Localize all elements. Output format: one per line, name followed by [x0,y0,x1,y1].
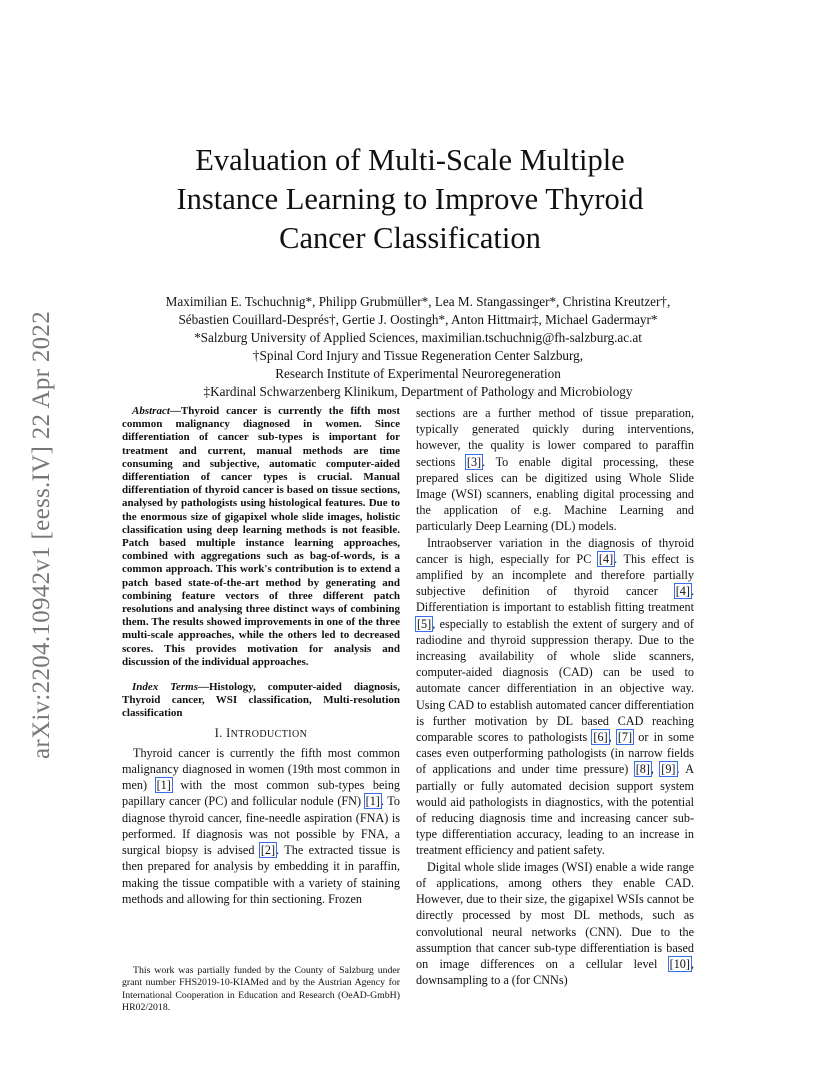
section-heading-introduction [122,725,400,743]
section-rest: NTRODUCTION [230,728,308,740]
author-block [80,293,756,401]
section-number: I. [214,725,227,740]
index-terms-text: —Histology, computer-aided diagnosis, Thyroid cancer, WSI classification, Multi-resolution classification [122,681,400,720]
affiliation-line: *Salzburg University of Applied Sciences, maximilian.tschuchnig@fh-salzburg.ac.at [194,330,642,345]
citation-link[interactable]: [1] [365,794,380,809]
citation-link[interactable]: [10] [669,956,690,971]
text-run: , [608,730,617,745]
title-line: Cancer Classification [279,221,541,255]
title-line: Instance Learning to Improve Thyroid [176,182,644,216]
paper-title [90,141,730,258]
citation-link[interactable]: [1] [156,778,171,793]
abstract [122,405,400,669]
citation-link[interactable]: [7] [617,730,633,745]
text-run: Digital whole slide images (WSI) enable a wide range of applications, among others they enable CAD. However, due to their size, the gigapixel WSIs cannot be directly processed by most DL methods, such as convolutional neural networks (CNN). Due to the assumption that cancer sub-type differentiation is based on image differences on a cellular level [416,859,694,971]
text-run: . Differentiation is important to establish fitting treatment [416,584,694,615]
citation-link[interactable]: [4] [675,584,690,599]
author-line: Maximilian E. Tschuchnig*, Philipp Grubmüller*, Lea M. Stangassinger*, Christina Kreutzer†, [165,294,671,309]
body-paragraph [416,535,694,859]
intro-paragraph [122,745,400,907]
affiliation-line: †Spinal Cord Injury and Tissue Regeneration Center Salzburg, [252,348,584,363]
author-line: Sébastien Couillard-Després†, Gertie J. Oostingh*, Anton Hittmair‡, Michael Gadermayr* [178,312,658,327]
text-run: . The extracted tissue is then prepared for analysis by embedding it in paraffin, making the tissue compatible with a variety of staining methods and allowing for thin sectioning. Frozen [122,843,400,906]
text-run: or in some cases even outperforming pathologists (in narrow fields of applications and under time pressure) [416,730,694,777]
text-run: with the most common sub-types being papillary cancer (PC) and follicular nodule (FN) [122,778,401,809]
text-run: , downsampling to a (for CNNs) [416,956,694,988]
arxiv-identifier-stamp [24,290,60,780]
right-column [416,405,694,988]
text-run: sections are a further method of tissue preparation, typically generated quickly during interventions, however, the quality is lower compared to paraffin sections [416,406,694,469]
abstract-text: —Thyroid cancer is currently the fifth most common malignancy diagnosed in women. Since differentiation of cancer sub-types is important for treatment and current, manual methods are time consuming and subjective, automatic computer-aided differentiation of cancer types is crucial. Manual differentiation of thyroid cancer is based on tissue sections, analysed by pathologists using histological features. Due to the enormous size of gigapixel whole slide images, holistic classification using deep learning methods is not feasible. Patch based multiple instance learning approaches, combined with aggregations such as bag-of-words, is a common approach. This work's contribution is to extend a patch based state-of-the-art method by generating and combining feature vectors of three different patch resolutions and analysing three distinct ways of combining them. The results showed improvements in one of the three multi-scale approaches, while the others led to decreased scores. This provides motivation for analysis and discussion of the individual approaches. [122,405,400,668]
citation-link[interactable]: [4] [598,551,614,566]
citation-link[interactable]: [6] [593,730,608,745]
arxiv-stamp-text: arXiv:2204.10942v1 [eess.IV] 22 Apr 2022 [28,310,55,760]
abstract-lead: Abstract [132,405,170,417]
text-run: . To diagnose thyroid cancer, fine-needle aspiration (FNA) is performed. If diagnosis was not possible by FNA, a surgical biopsy is advised [122,794,400,858]
affiliation-line: ‡Kardinal Schwarzenberg Klinikum, Department of Pathology and Microbiology [203,384,633,399]
citation-link[interactable]: [3] [466,454,482,469]
index-terms-lead: Index Terms [132,681,198,694]
title-line: Evaluation of Multi-Scale Multiple [195,143,625,177]
body-paragraph [416,859,694,989]
affiliation-line: Research Institute of Experimental Neuroregeneration [275,366,561,381]
citation-link[interactable]: [9] [661,762,676,777]
citation-link[interactable]: [2] [260,843,276,858]
text-run: , especially to establish the extent of surgery and of radiodine and thyroid suppression therapy. Due to the increasing availability of whole slide scanners, computer-aided diagnosis (CAD) can be used to automate cancer differentiation in an objective way. Using CAD to establish automated cancer differentiation is further motivation by DL based CAD reaching comparable scores to pathologists [416,616,694,745]
citation-link[interactable]: [8] [635,762,650,777]
left-column [122,405,400,907]
text-run: . A partially or fully automated decision support system would aid pathologists in diagnostics, with the potential of reducing diagnosis time and increasing cancer sub-type differentiation accuracy, leading to an increase in treatment efficiency and patient safety. [416,762,695,858]
index-terms [122,681,400,721]
funding-footnote: This work was partially funded by the County of Salzburg under grant number FHS2019-10-KIAMed and by the Austrian Agency for International Cooperation in Education and Research (OeAD-GmbH) HR02/2018. [122,965,400,1013]
citation-link[interactable]: [5] [417,616,432,631]
body-paragraph [416,405,694,535]
text-run: . To enable digital processing, these prepared slices can be digitized using Whole Slide Image (WSI) scanners, enabling digital processing and the application of e.g. Machine Learning and particularly Deep Learning (DL) models. [416,454,694,534]
text-run: Thyroid cancer is currently the fifth most common malignancy diagnosed in women (19th most common in men) [122,745,400,793]
section-initial: I [226,725,231,740]
text-run: , [650,762,661,777]
text-run: . This effect is amplified by an incomplete and therefore partially subjective definition of thyroid cancer [416,551,694,599]
text-run: Intraobserver variation in the diagnosis of thyroid cancer is high, especially for PC [416,535,694,566]
